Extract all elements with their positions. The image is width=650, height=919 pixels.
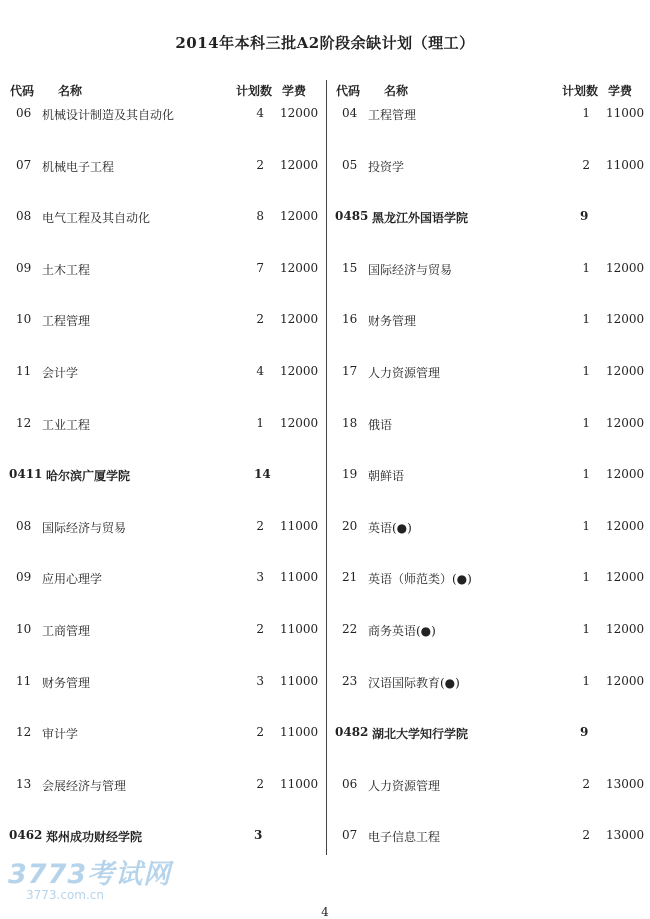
cell-name: 郑州成功财经学院 — [46, 830, 143, 845]
right-table-body — [332, 100, 650, 874]
table-row — [6, 668, 324, 720]
cell-code: 10 — [16, 312, 32, 327]
cell-plan: 1 — [582, 621, 590, 636]
cell-code: 19 — [342, 467, 358, 482]
cell-plan: 1 — [582, 518, 590, 533]
cell-code: 04 — [342, 106, 358, 120]
school-row — [332, 719, 650, 771]
cell-plan: 1 — [582, 106, 590, 120]
cell-plan: 4 — [256, 106, 264, 120]
cell-plan: 2 — [582, 828, 590, 843]
table-row — [6, 410, 324, 462]
cell-plan: 2 — [256, 725, 264, 740]
cell-name: 应用心理学 — [42, 572, 103, 587]
left-table-header — [6, 78, 324, 100]
header-plan: 计划数 — [236, 84, 273, 98]
cell-code: 18 — [342, 415, 358, 430]
cell-fee: 12000 — [606, 260, 645, 275]
cell-plan: 3 — [256, 570, 264, 585]
cell-name: 朝鲜语 — [368, 469, 405, 484]
cell-plan: 1 — [582, 312, 590, 327]
table-row — [6, 306, 324, 358]
school-row — [6, 461, 324, 513]
cell-fee: 12000 — [606, 673, 645, 688]
cell-name: 黑龙江外国语学院 — [372, 211, 469, 226]
cell-name: 工业工程 — [42, 417, 91, 432]
watermark-sub-text: 3773.com.cn — [26, 888, 104, 902]
header-name: 名称 — [58, 84, 83, 98]
cell-fee: 12000 — [280, 209, 319, 224]
cell-plan: 2 — [582, 776, 590, 791]
table-row — [332, 152, 650, 204]
cell-name: 财务管理 — [42, 675, 91, 690]
cell-code: 07 — [342, 828, 358, 843]
cell-plan: 9 — [580, 725, 589, 740]
cell-code: 0485 — [335, 209, 369, 224]
cell-plan: 8 — [256, 209, 264, 224]
cell-code: 09 — [16, 260, 32, 275]
cell-fee: 12000 — [606, 363, 645, 378]
school-row — [332, 203, 650, 255]
cell-fee: 11000 — [280, 570, 319, 585]
cell-name: 投资学 — [368, 159, 405, 174]
table-row — [6, 616, 324, 668]
table-row — [6, 719, 324, 771]
cell-name: 人力资源管理 — [368, 365, 441, 380]
cell-name: 电子信息工程 — [368, 830, 441, 845]
left-column — [6, 78, 324, 874]
cell-plan: 3 — [256, 673, 264, 688]
cell-fee: 11000 — [280, 776, 319, 791]
cell-fee: 11000 — [280, 518, 319, 533]
table-row — [332, 306, 650, 358]
cell-code: 06 — [342, 776, 358, 791]
cell-name: 机械设计制造及其自动化 — [42, 108, 175, 122]
cell-plan: 3 — [254, 828, 263, 843]
cell-code: 10 — [16, 621, 32, 636]
cell-fee: 12000 — [280, 312, 319, 327]
cell-fee: 12000 — [280, 260, 319, 275]
header-fee: 学费 — [282, 84, 307, 98]
page-number: 4 — [321, 905, 329, 919]
cell-code: 23 — [342, 673, 358, 688]
cell-plan: 7 — [256, 260, 264, 275]
table-row — [6, 358, 324, 410]
cell-plan: 9 — [580, 209, 589, 224]
table-row — [332, 255, 650, 307]
cell-name: 工程管理 — [42, 314, 91, 329]
cell-fee: 12000 — [606, 415, 645, 430]
table-row — [6, 255, 324, 307]
table-row — [332, 461, 650, 513]
site-watermark-logo — [8, 852, 178, 904]
cell-plan: 4 — [256, 363, 264, 378]
cell-fee: 12000 — [606, 518, 645, 533]
header-code: 代码 — [336, 84, 361, 98]
cell-code: 17 — [342, 363, 358, 378]
cell-name: 土木工程 — [42, 262, 91, 277]
cell-fee: 12000 — [606, 621, 645, 636]
cell-name: 国际经济与贸易 — [368, 262, 453, 277]
cell-plan: 14 — [254, 467, 271, 482]
cell-plan: 1 — [582, 570, 590, 585]
cell-code: 08 — [16, 518, 32, 533]
cell-name: 审计学 — [42, 727, 79, 742]
cell-code: 21 — [342, 570, 358, 585]
cell-fee: 11000 — [280, 621, 319, 636]
table-row — [332, 513, 650, 565]
cell-plan: 1 — [582, 467, 590, 482]
cell-name: 工程管理 — [368, 108, 417, 122]
cell-code: 16 — [342, 312, 358, 327]
right-column — [332, 78, 650, 874]
cell-fee: 12000 — [606, 570, 645, 585]
header-plan: 计划数 — [562, 84, 599, 98]
cell-code: 13 — [16, 776, 32, 791]
cell-fee: 13000 — [606, 776, 645, 791]
cell-code: 05 — [342, 157, 358, 172]
cell-plan: 2 — [256, 312, 264, 327]
cell-fee: 12000 — [280, 363, 319, 378]
cell-fee: 12000 — [280, 415, 319, 430]
cell-code: 0411 — [9, 467, 43, 482]
cell-name: 商务英语(●) — [368, 623, 436, 638]
table-row — [6, 152, 324, 204]
cell-code: 12 — [16, 725, 32, 740]
cell-code: 0482 — [335, 725, 369, 740]
cell-name: 哈尔滨广厦学院 — [46, 469, 131, 484]
table-row — [332, 564, 650, 616]
cell-plan: 2 — [256, 621, 264, 636]
cell-fee: 11000 — [606, 157, 645, 172]
cell-name: 湖北大学知行学院 — [372, 727, 469, 742]
cell-name: 工商管理 — [42, 623, 91, 638]
cell-name: 会计学 — [42, 365, 79, 380]
cell-plan: 2 — [256, 776, 264, 791]
header-fee: 学费 — [608, 84, 633, 98]
cell-fee: 11000 — [280, 725, 319, 740]
left-table-body — [6, 100, 324, 874]
table-row — [332, 616, 650, 668]
table-row — [332, 668, 650, 720]
cell-name: 人力资源管理 — [368, 778, 441, 793]
cell-plan: 2 — [256, 157, 264, 172]
right-table-header — [332, 78, 650, 100]
cell-plan: 1 — [582, 260, 590, 275]
table-row — [332, 771, 650, 823]
cell-name: 财务管理 — [368, 314, 417, 329]
cell-plan: 2 — [582, 157, 590, 172]
cell-name: 英语(●) — [368, 520, 412, 535]
cell-name: 电气工程及其自动化 — [42, 211, 151, 226]
table-row — [6, 771, 324, 823]
cell-name: 会展经济与管理 — [42, 778, 127, 793]
cell-code: 12 — [16, 415, 32, 430]
cell-fee: 11000 — [606, 106, 645, 120]
page-title: 2014年本科三批A2阶段余缺计划（理工） — [175, 34, 475, 52]
cell-fee: 12000 — [606, 312, 645, 327]
cell-fee: 11000 — [280, 673, 319, 688]
table-row — [6, 564, 324, 616]
cell-plan: 2 — [256, 518, 264, 533]
watermark-main-text: 3773考试网 — [8, 859, 172, 890]
table-row — [6, 513, 324, 565]
cell-name: 机械电子工程 — [42, 159, 115, 174]
cell-name: 国际经济与贸易 — [42, 520, 127, 535]
cell-code: 09 — [16, 570, 32, 585]
cell-code: 20 — [342, 518, 358, 533]
cell-code: 15 — [342, 260, 358, 275]
cell-fee: 13000 — [606, 828, 645, 843]
cell-code: 0462 — [9, 828, 43, 843]
cell-fee: 12000 — [280, 106, 319, 120]
table-row — [332, 410, 650, 462]
cell-name: 俄语 — [368, 417, 393, 432]
column-divider — [326, 80, 327, 855]
cell-plan: 1 — [582, 363, 590, 378]
cell-code: 07 — [16, 157, 32, 172]
cell-name: 英语（师范类）(●) — [368, 572, 472, 587]
table-row — [332, 822, 650, 874]
table-row — [332, 358, 650, 410]
cell-code: 06 — [16, 106, 32, 120]
cell-fee: 12000 — [606, 467, 645, 482]
cell-code: 11 — [16, 363, 32, 378]
cell-code: 22 — [342, 621, 358, 636]
cell-name: 汉语国际教育(●) — [368, 675, 460, 690]
cell-code: 08 — [16, 209, 32, 224]
header-code: 代码 — [10, 84, 35, 98]
header-name: 名称 — [384, 84, 409, 98]
table-row — [6, 100, 324, 152]
cell-plan: 1 — [582, 415, 590, 430]
cell-plan: 1 — [256, 415, 264, 430]
table-row — [332, 100, 650, 152]
cell-code: 11 — [16, 673, 32, 688]
cell-plan: 1 — [582, 673, 590, 688]
cell-fee: 12000 — [280, 157, 319, 172]
table-row — [6, 203, 324, 255]
